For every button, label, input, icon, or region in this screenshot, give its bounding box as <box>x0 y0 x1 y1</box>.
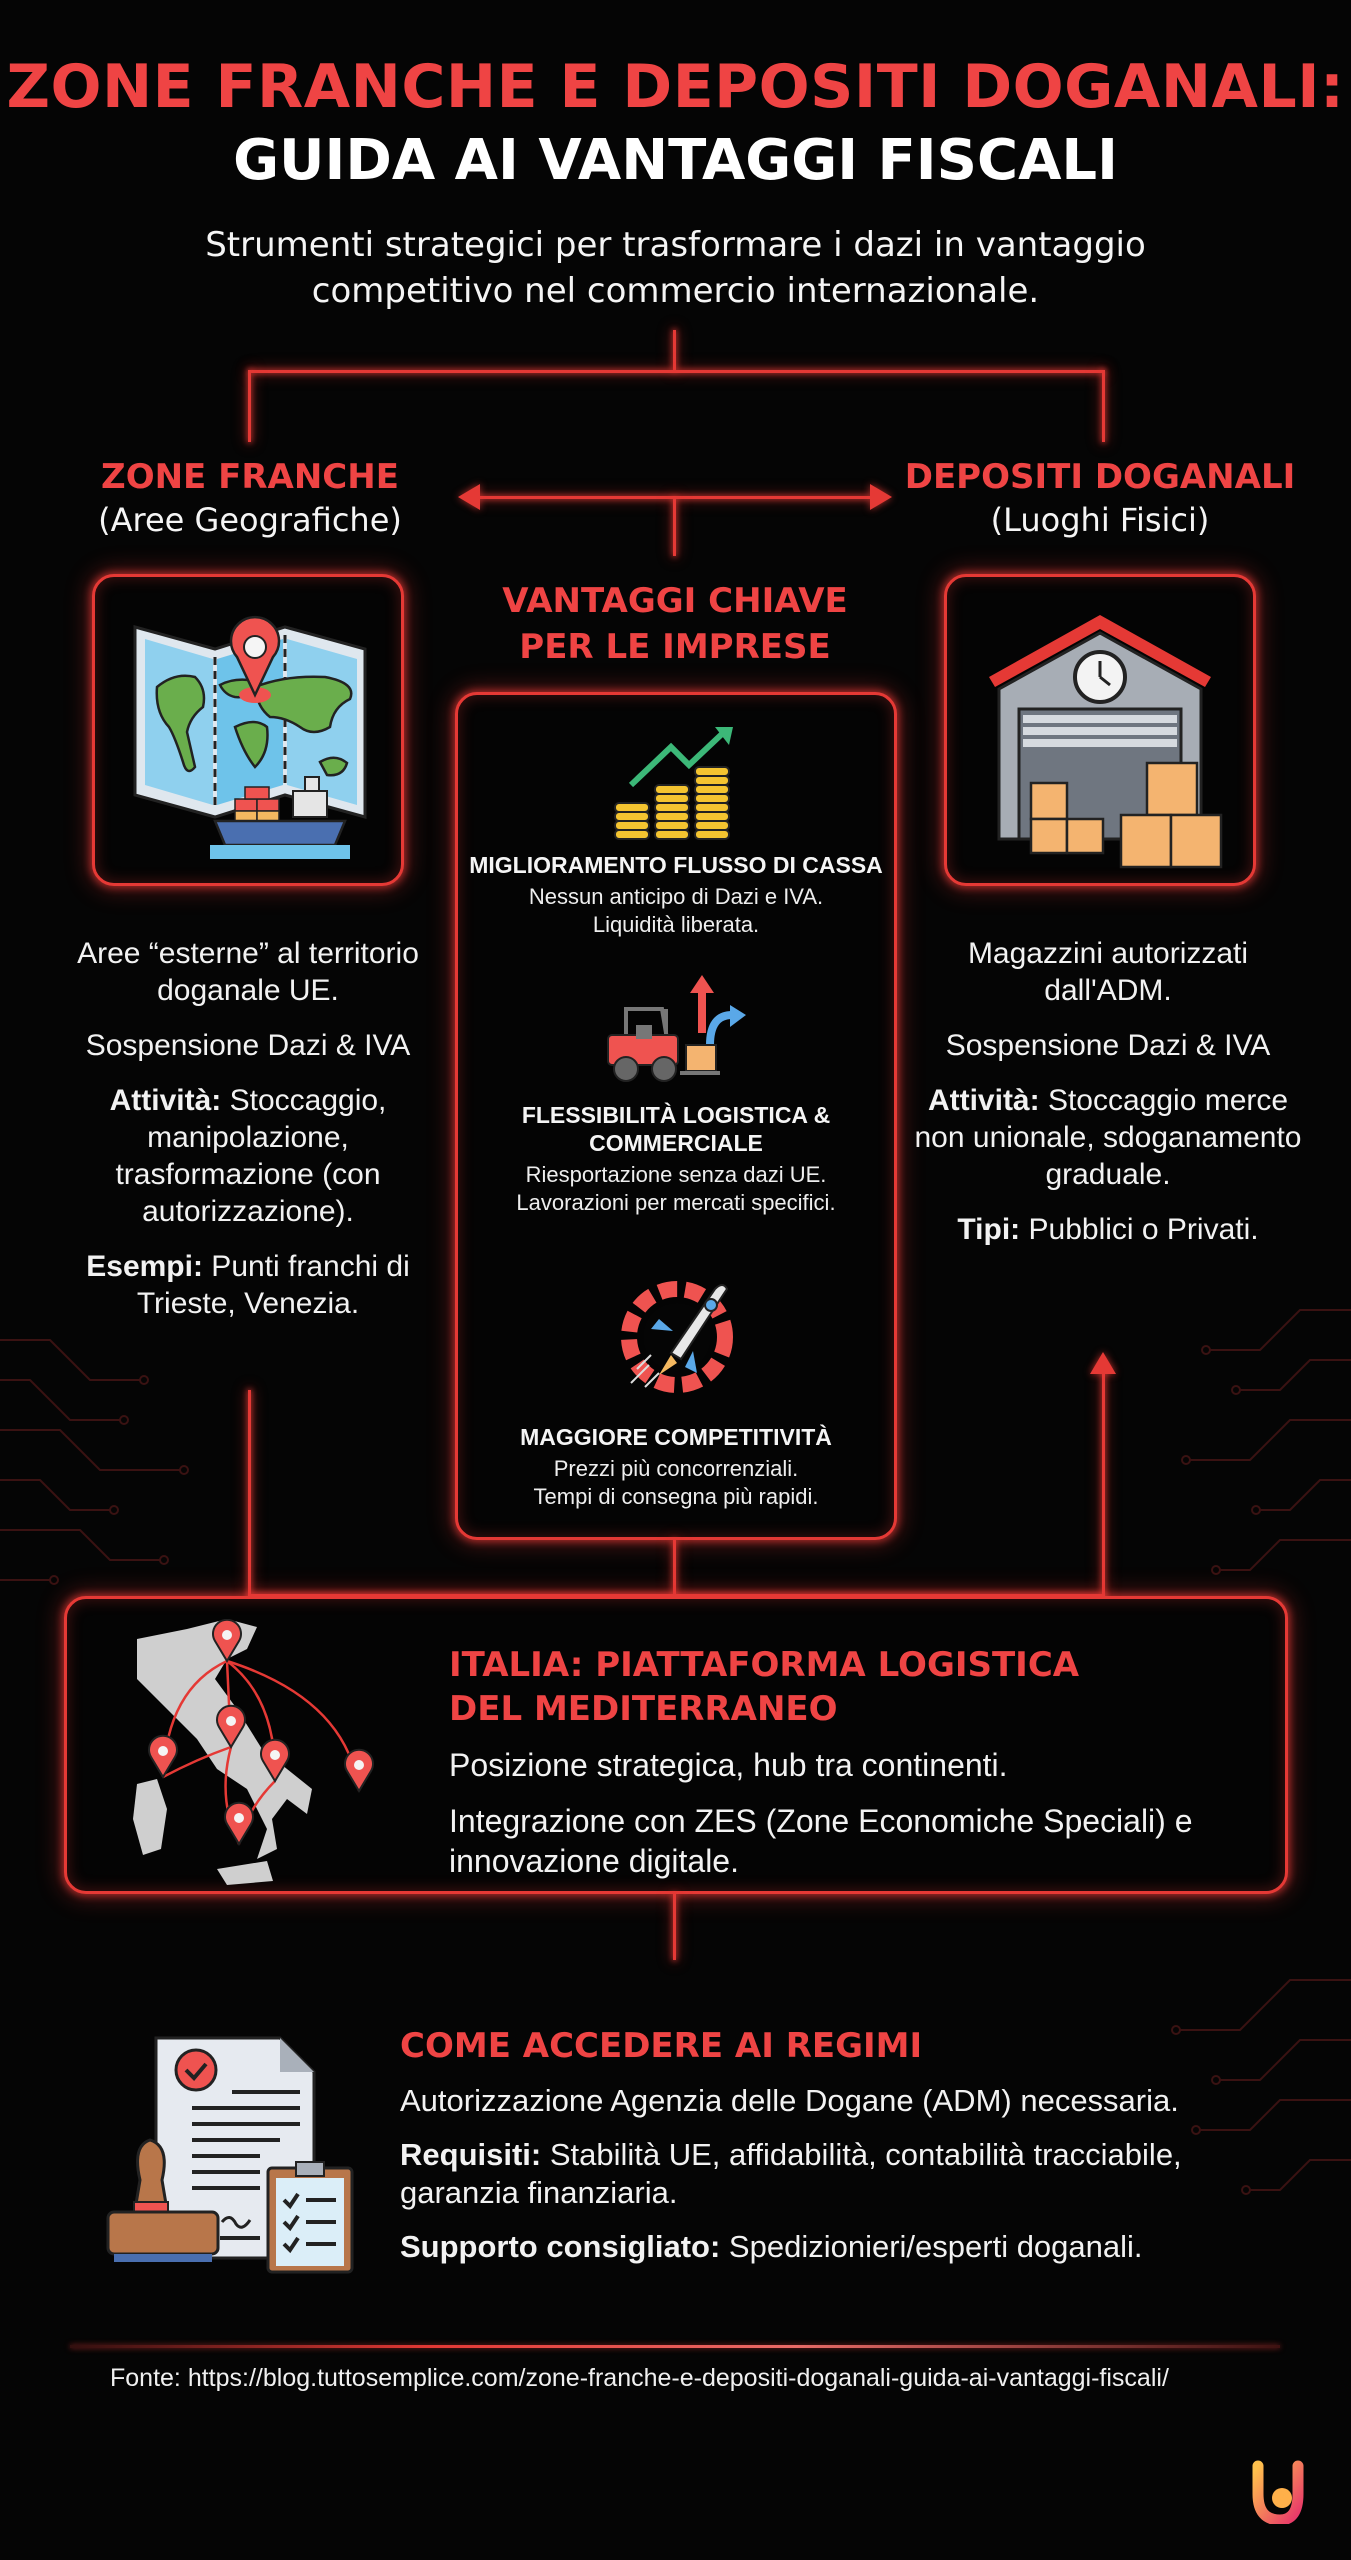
advantage-desc-line2: Tempi di consegna più rapidi. <box>533 1484 819 1509</box>
advantage-desc-line2: Liquidità liberata. <box>592 912 760 937</box>
access-item: Supporto consigliato: Spedizionieri/esperti doganali. <box>400 2229 1143 2264</box>
italia-section-content <box>449 1643 1249 1897</box>
depositi-doganali-icon-box <box>944 574 1256 886</box>
advantage-desc-line1: Nessun anticipo di Dazi e IVA. <box>528 884 824 909</box>
circuit-decoration-right <box>1130 1260 1351 1620</box>
page-subtitle: Strumenti strategici per trasformare i dazi in vantaggio competitivo nel commercio internazionale. <box>205 225 1146 311</box>
italia-points <box>449 1745 1249 1881</box>
access-section-content <box>400 2024 1300 2282</box>
vantaggi-chiave-box <box>455 692 897 1540</box>
connector-line <box>673 498 676 556</box>
advantage-competitiveness <box>458 1271 894 1511</box>
vantaggi-heading-line1: VANTAGGI CHIAVE <box>502 581 848 621</box>
connector-line <box>673 330 676 370</box>
italia-point: Integrazione con ZES (Zone Economiche Speciali) e innovazione digitale. <box>449 1803 1193 1879</box>
zone-franche-item: Esempi: Punti franchi di Trieste, Venezia. <box>86 1250 410 1320</box>
warehouse-with-boxes-icon <box>947 577 1253 883</box>
connector-line <box>1102 370 1105 442</box>
depositi-doganali-title: DEPOSITI DOGANALI <box>904 457 1296 497</box>
advantage-desc-line1: Riesportazione senza dazi UE. <box>525 1162 827 1187</box>
zone-franche-item: Attività: Stoccaggio, manipolazione, trasformazione (con autorizzazione). <box>109 1084 387 1228</box>
zone-franche-item: Aree “esterne” al territorio doganale UE. <box>77 937 419 1007</box>
access-item: Requisiti: Stabilità UE, affidabilità, contabilità tracciabile, garanzia finanziaria. <box>400 2137 1182 2210</box>
page-title-line2: GUIDA AI VANTAGGI FISCALI <box>233 128 1118 193</box>
advantage-title: FLESSIBILITÀ LOGISTICA & COMMERCIALE <box>521 1102 831 1156</box>
access-items <box>400 2082 1300 2266</box>
advantage-logistics-flexibility <box>458 975 894 1217</box>
depositi-doganali-details <box>908 935 1308 1266</box>
italia-title-line1: ITALIA: PIATTAFORMA LOGISTICA <box>449 1645 1080 1685</box>
zone-franche-icon-box <box>92 574 404 886</box>
depositi-doganali-item: Magazzini autorizzati dall'ADM. <box>967 937 1249 1007</box>
italia-title-line2: DEL MEDITERRANEO <box>449 1689 838 1729</box>
zone-franche-subtitle: (Aree Geografiche) <box>98 501 402 539</box>
zone-franche-title: ZONE FRANCHE <box>101 457 399 497</box>
connector-line <box>248 370 251 442</box>
map-with-pin-and-cargo-ship-icon <box>95 577 401 883</box>
connector-line <box>1102 1370 1105 1596</box>
connector-line <box>250 370 1104 373</box>
vantaggi-heading-line2: PER LE IMPRESE <box>519 627 831 667</box>
advantage-title: MAGGIORE COMPETITIVITÀ <box>520 1424 832 1450</box>
zone-franche-details <box>48 935 448 1340</box>
advantage-cash-flow <box>458 725 894 939</box>
page-title-line1: ZONE FRANCHE E DEPOSITI DOGANALI: <box>6 52 1345 122</box>
coins-growth-chart-icon <box>611 725 741 843</box>
depositi-doganali-item: Tipi: Pubblici o Privati. <box>957 1213 1259 1246</box>
connector-line <box>673 1540 676 1596</box>
advantage-desc-line2: Lavorazioni per mercati specifici. <box>516 1190 836 1215</box>
zone-franche-item: Sospensione Dazi & IVA <box>85 1029 411 1062</box>
rocket-gear-icon <box>611 1271 741 1401</box>
arrow-up-icon <box>1090 1352 1116 1374</box>
vantaggi-chiave-heading <box>440 578 910 670</box>
forklift-export-arrows-icon <box>606 975 746 1093</box>
italia-section-box <box>64 1596 1288 1894</box>
depositi-doganali-item: Attività: Stoccaggio merce non unionale, sdoganamento graduale. <box>914 1084 1302 1191</box>
zone-franche-heading <box>40 456 460 542</box>
connector-line <box>248 1390 251 1596</box>
arrow-left-icon <box>458 484 480 510</box>
depositi-doganali-item: Sospensione Dazi & IVA <box>945 1029 1271 1062</box>
access-title: COME ACCEDERE AI REGIMI <box>400 2026 923 2066</box>
tuttosemplice-logo-icon <box>1250 2460 1306 2524</box>
italia-point: Posizione strategica, hub tra continenti. <box>449 1747 1008 1783</box>
advantage-desc-line1: Prezzi più concorrenziali. <box>553 1456 799 1481</box>
footer-divider <box>70 2345 1280 2348</box>
access-item: Autorizzazione Agenzia delle Dogane (ADM) necessaria. <box>400 2083 1179 2118</box>
source-link[interactable]: Fonte: https://blog.tuttosemplice.com/zone-franche-e-depositi-doganali-guida-ai-vantaggi-fiscali/ <box>110 2364 1169 2392</box>
italy-map-network-icon <box>97 1619 417 1889</box>
advantage-title: MIGLIORAMENTO FLUSSO DI CASSA <box>469 852 883 878</box>
depositi-doganali-heading <box>880 456 1320 542</box>
document-stamp-clipboard-icon <box>100 2036 370 2276</box>
depositi-doganali-subtitle: (Luoghi Fisici) <box>990 501 1210 539</box>
connector-line <box>673 1894 676 1960</box>
